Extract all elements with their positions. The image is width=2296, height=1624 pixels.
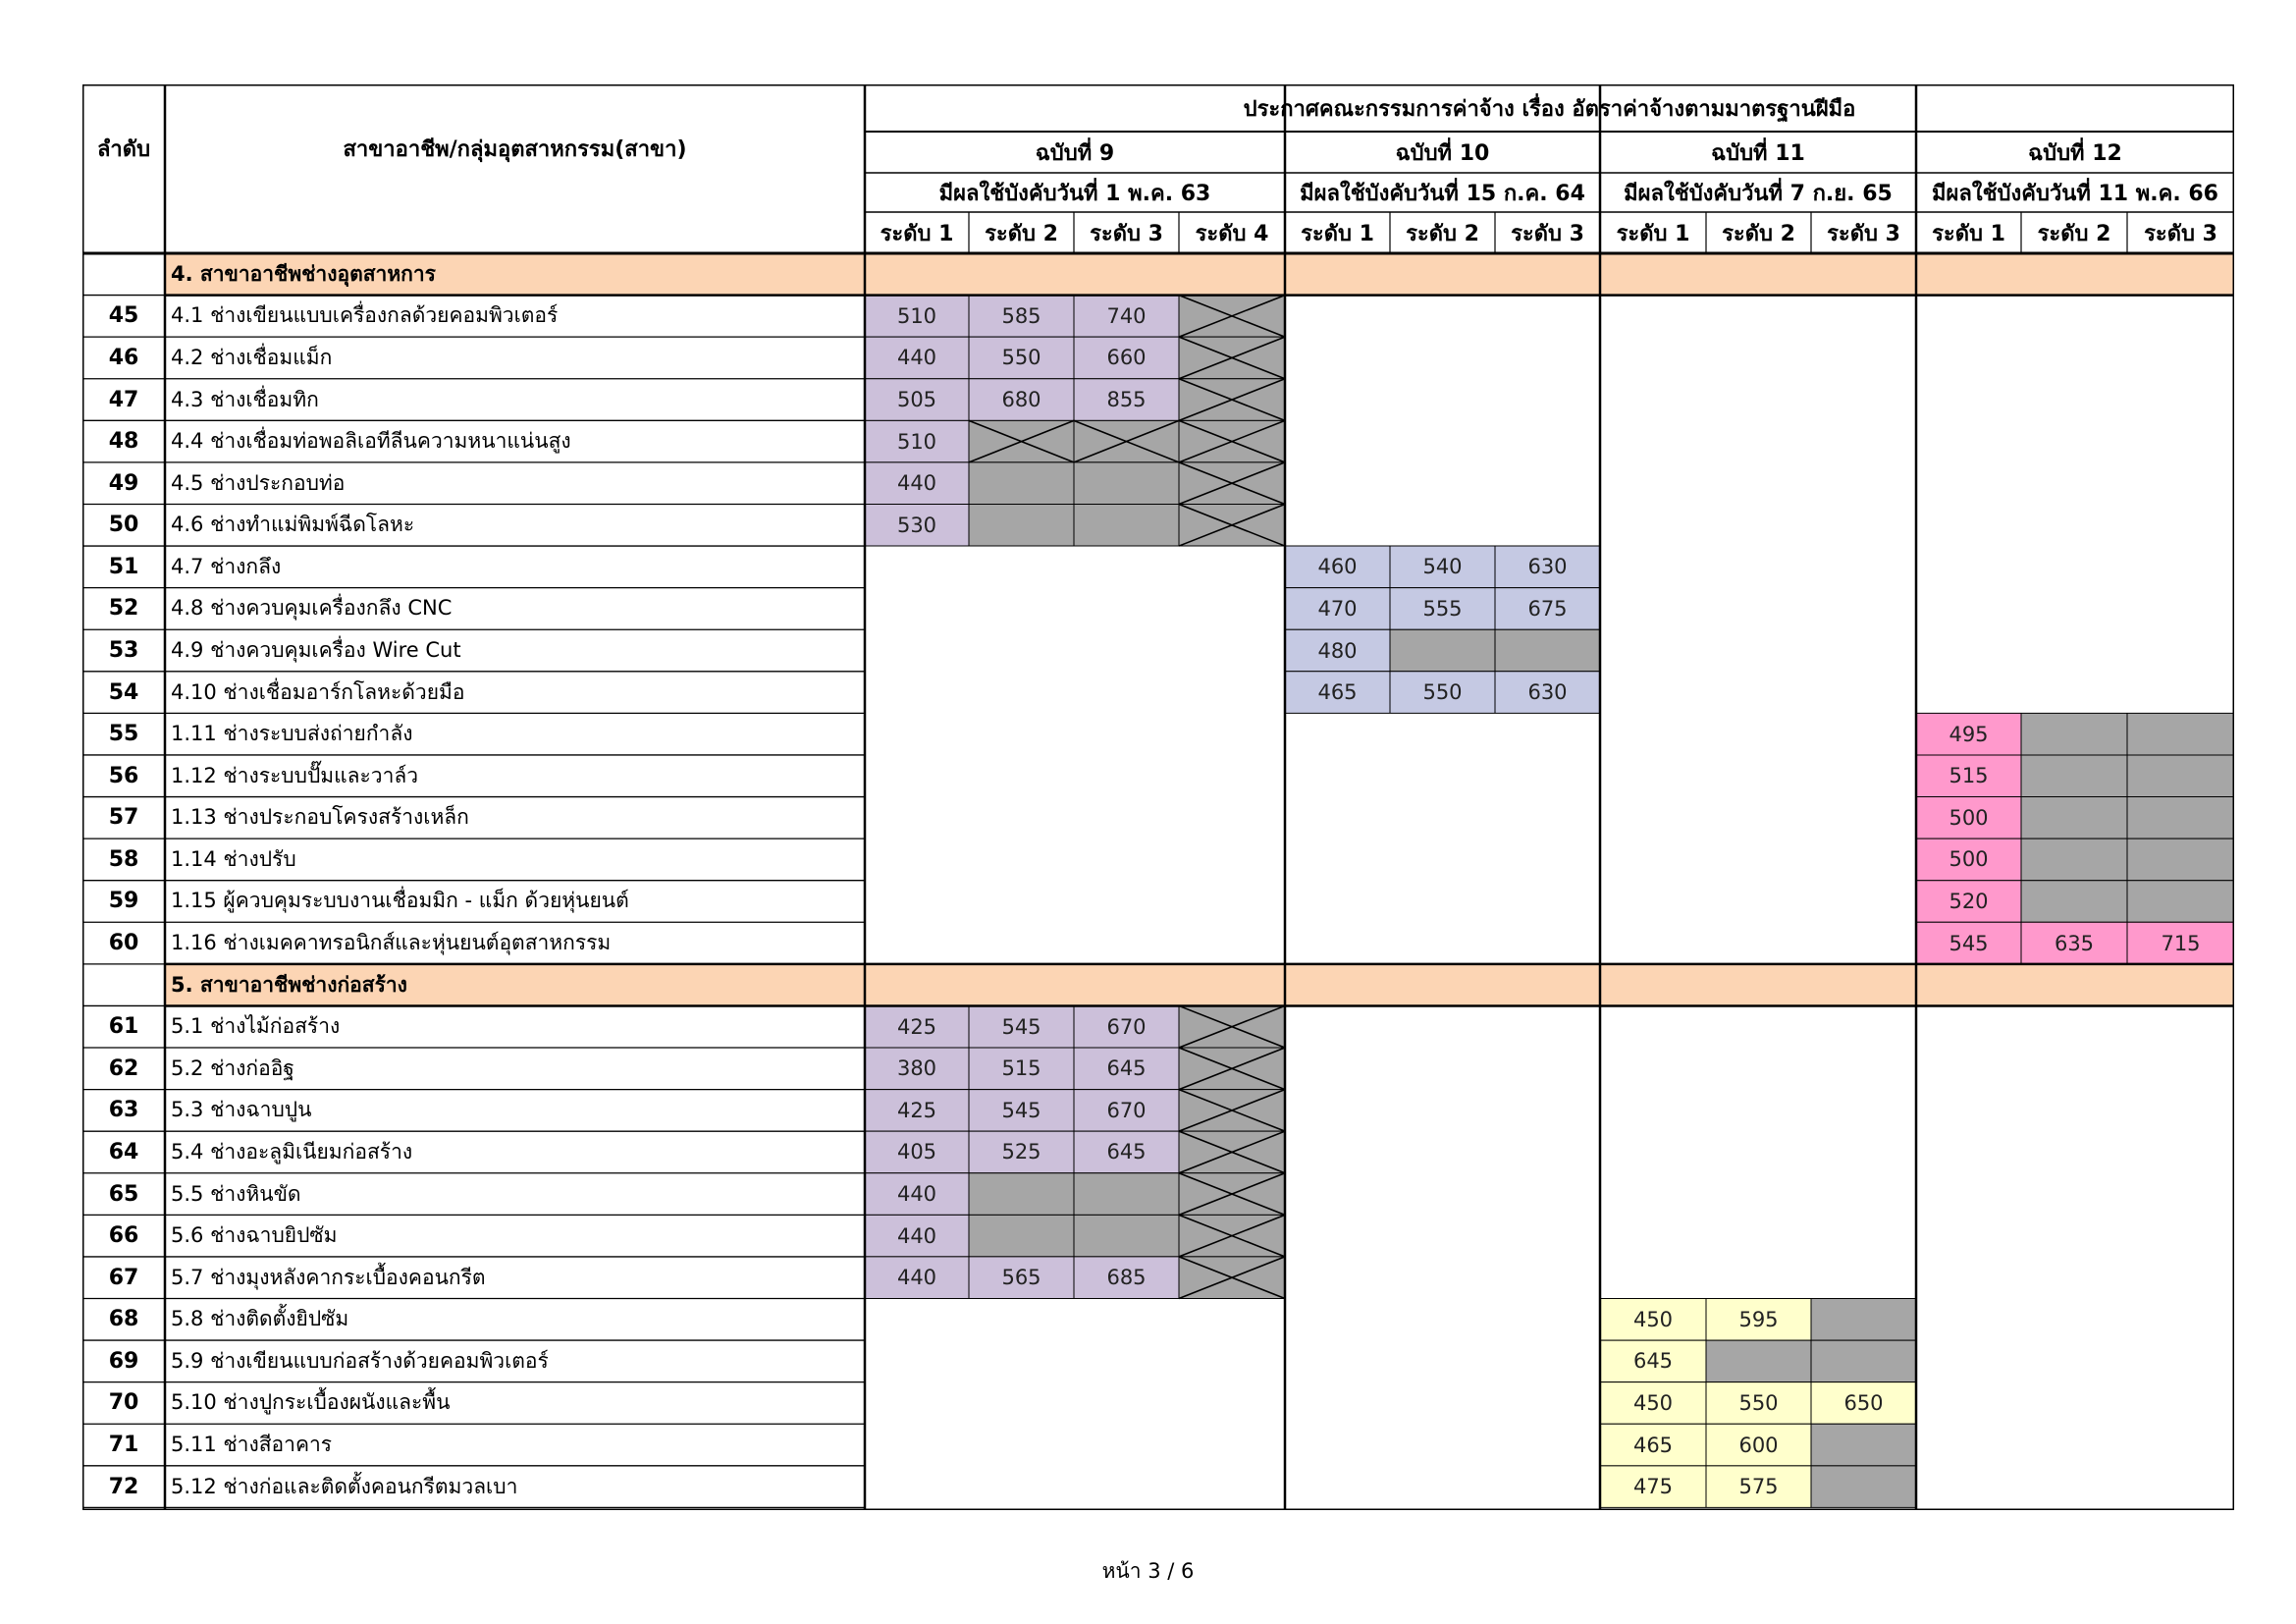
wage-rate: 450 (1632, 1307, 1674, 1331)
occupation-name: 4.2 ช่างเชื่อมแม็ก (171, 345, 333, 369)
wage-rate: 680 (1001, 388, 1041, 412)
row-number: 65 (108, 1181, 139, 1207)
occupation-name: 4.6 ช่างทำแม่พิมพ์ฉีดโลหะ (171, 513, 415, 537)
occupation-name: 5.11 ช่างสีอาคาร (171, 1433, 333, 1457)
wage-rate: 465 (1317, 680, 1358, 705)
not-applicable-cell (1074, 462, 1179, 505)
row-number: 48 (108, 429, 139, 455)
occupation-name: 5.2 ช่างก่ออิฐ (171, 1056, 294, 1080)
wage-rate: 550 (1422, 680, 1463, 705)
wage-rate: 670 (1106, 1014, 1147, 1039)
occupation-name: 5.6 ช่างฉาบยิปซัม (171, 1223, 338, 1248)
row-number: 57 (108, 805, 139, 831)
wage-rate: 510 (896, 303, 937, 328)
section-label: 4. สาขาอาชีพช่างอุตสาหการ (171, 261, 436, 286)
row-number: 61 (108, 1014, 139, 1040)
wage-rate: 425 (896, 1014, 937, 1039)
occupation-name: 5.1 ช่างไม้ก่อสร้าง (171, 1014, 341, 1039)
not-applicable-cell (2127, 797, 2234, 839)
occupation-name: 4.5 ช่างประกอบท่อ (171, 470, 346, 495)
level-header: ระดับ 2 (1406, 221, 1479, 246)
not-applicable-cell (1811, 1466, 1916, 1508)
row-number: 45 (108, 303, 139, 329)
edition-effective-date: มีผลใช้บังคับวันที่ 7 ก.ย. 65 (1624, 181, 1893, 206)
row-number: 55 (108, 722, 139, 747)
wage-rate: 550 (1738, 1390, 1779, 1415)
wage-rate: 500 (1949, 847, 1989, 872)
not-applicable-cell (2127, 755, 2234, 797)
not-applicable-cell (1811, 1299, 1916, 1341)
occupation-name: 1.15 ผู้ควบคุมระบบงานเชื่อมมิก - แม็ก ด้วยหุ่นยนต์ (171, 889, 629, 913)
wage-rate: 555 (1422, 596, 1463, 621)
wage-rate: 495 (1949, 722, 1989, 746)
row-number: 59 (108, 889, 139, 914)
wage-rate: 660 (1106, 346, 1147, 370)
occupation-name: 5.12 ช่างก่อและติดตั้งคอนกรีตมวลเบา (171, 1474, 518, 1498)
row-number: 64 (108, 1139, 139, 1164)
occupation-name: 4.4 ช่างเชื่อมท่อพอลิเอทีลีนความหนาแน่นสูง (171, 429, 571, 454)
level-header: ระดับ 3 (1090, 221, 1163, 246)
occupation-name: 5.3 ช่างฉาบปูน (171, 1098, 312, 1122)
level-header: ระดับ 1 (1932, 221, 2005, 246)
level-header: ระดับ 1 (1616, 221, 1690, 246)
not-applicable-cell (1074, 504, 1179, 546)
row-number: 52 (108, 596, 139, 622)
occupation-name: 1.13 ช่างประกอบโครงสร้างเหล็ก (171, 805, 469, 830)
not-applicable-cell (969, 462, 1074, 505)
wage-rate: 645 (1106, 1056, 1147, 1081)
wage-rate: 440 (896, 346, 937, 370)
level-header: ระดับ 2 (985, 221, 1058, 246)
section-label: 5. สาขาอาชีพช่างก่อสร้าง (171, 972, 407, 997)
not-applicable-cell (1811, 1424, 1916, 1466)
wage-rate: 450 (1632, 1390, 1674, 1415)
occupation-name: 4.1 ช่างเขียนแบบเครื่องกลด้วยคอมพิวเตอร์ (171, 303, 559, 328)
occupation-name: 1.12 ช่างระบบปั๊มและวาล์ว (171, 763, 419, 787)
wage-rate: 855 (1106, 388, 1147, 412)
not-applicable-cell (2021, 797, 2127, 839)
wage-rate: 520 (1949, 889, 1989, 913)
edition-title: ฉบับที่ 12 (2028, 140, 2122, 166)
not-applicable-cell (2021, 881, 2127, 923)
not-applicable-cell (969, 1215, 1074, 1257)
row-number: 60 (108, 931, 139, 956)
occupation-name: 4.10 ช่างเชื่อมอาร์กโลหะด้วยมือ (171, 679, 465, 704)
row-number: 66 (108, 1223, 139, 1249)
wage-rate: 380 (896, 1056, 937, 1081)
col-branch-header: สาขาอาชีพ/กลุ่มอุตสาหกรรม(สาขา) (343, 136, 687, 162)
level-header: ระดับ 4 (1195, 221, 1269, 246)
not-applicable-cell (2021, 713, 2127, 755)
wage-rate: 480 (1317, 638, 1358, 663)
wage-rate: 440 (896, 471, 937, 496)
wage-rate: 505 (896, 388, 937, 412)
level-header: ระดับ 2 (1722, 221, 1795, 246)
wage-rate: 630 (1527, 555, 1568, 579)
wage-rate: 545 (1001, 1098, 1041, 1122)
wage-rate: 530 (896, 513, 937, 537)
occupation-name: 5.4 ช่างอะลูมิเนียมก่อสร้าง (171, 1139, 413, 1164)
edition-title: ฉบับที่ 10 (1395, 140, 1490, 166)
row-number: 71 (108, 1433, 139, 1458)
edition-title: ฉบับที่ 11 (1711, 140, 1805, 166)
page-number: หน้า 3 / 6 (1101, 1559, 1195, 1583)
wage-rate: 460 (1317, 555, 1358, 579)
not-applicable-cell (2021, 839, 2127, 881)
level-header: ระดับ 1 (1301, 221, 1374, 246)
occupation-name: 5.10 ช่างปูกระเบื้องผนังและพื้น (171, 1390, 451, 1415)
row-number: 62 (108, 1056, 139, 1081)
row-number: 54 (108, 679, 139, 705)
not-applicable-cell (2127, 881, 2234, 923)
occupation-name: 4.8 ช่างควบคุมเครื่องกลึง CNC (171, 596, 453, 621)
wage-rate: 405 (896, 1140, 937, 1164)
occupation-name: 5.7 ช่างมุงหลังคากระเบื้องคอนกรีต (171, 1265, 486, 1289)
not-applicable-cell (1074, 1173, 1179, 1216)
wage-rate: 600 (1738, 1433, 1779, 1457)
row-number: 58 (108, 846, 139, 872)
wage-rate: 630 (1527, 680, 1568, 705)
wage-rate: 585 (1001, 303, 1041, 328)
wage-rate: 500 (1949, 805, 1989, 830)
row-number: 56 (108, 763, 139, 788)
wage-rate: 670 (1106, 1098, 1147, 1122)
row-number: 50 (108, 513, 139, 538)
level-header: ระดับ 3 (1511, 221, 1584, 246)
wage-rate: 510 (896, 429, 937, 454)
occupation-name: 4.7 ช่างกลึง (171, 554, 282, 578)
edition-effective-date: มีผลใช้บังคับวันที่ 15 ก.ค. 64 (1300, 181, 1585, 206)
wage-rate: 650 (1843, 1390, 1884, 1415)
row-number: 49 (108, 470, 139, 496)
wage-rate: 740 (1106, 303, 1147, 328)
occupation-name: 4.3 ช่างเชื่อมทิก (171, 387, 319, 411)
wage-rate: 635 (2054, 931, 2095, 955)
wage-table (82, 84, 2234, 1510)
occupation-name: 1.16 ช่างเมคคาทรอนิกส์และหุ่นยนต์อุตสาหกรรม (171, 931, 612, 955)
not-applicable-cell (1706, 1340, 1811, 1382)
occupation-name: 1.14 ช่างปรับ (171, 846, 296, 871)
not-applicable-cell (1811, 1340, 1916, 1382)
wage-rate: 675 (1527, 596, 1568, 621)
row-number: 70 (108, 1390, 139, 1416)
edition-title: ฉบับที่ 9 (1035, 140, 1115, 166)
row-number: 69 (108, 1348, 139, 1374)
wage-rate: 470 (1317, 596, 1358, 621)
announcement-title: ประกาศคณะกรรมการค่าจ้าง เรื่อง อัตราค่าจ้างตามมาตรฐานฝีมือ (1243, 96, 1856, 122)
level-header: ระดับ 3 (1827, 221, 1900, 246)
wage-rate: 515 (1949, 764, 1989, 788)
not-applicable-cell (2127, 713, 2234, 755)
level-header: ระดับ 3 (2144, 221, 2217, 246)
row-number: 72 (108, 1474, 139, 1499)
wage-rate: 595 (1738, 1307, 1779, 1331)
wage-rate: 685 (1106, 1266, 1147, 1290)
wage-rate: 465 (1632, 1433, 1674, 1457)
wage-rate: 545 (1949, 931, 1989, 955)
not-applicable-cell (969, 504, 1074, 546)
wage-rate: 565 (1001, 1266, 1041, 1290)
wage-rate: 515 (1001, 1056, 1041, 1081)
occupation-name: 5.9 ช่างเขียนแบบก่อสร้างด้วยคอมพิวเตอร์ (171, 1348, 549, 1373)
wage-rate: 425 (896, 1098, 937, 1122)
row-number: 68 (108, 1307, 139, 1332)
wage-rate: 550 (1001, 346, 1041, 370)
row-number: 46 (108, 345, 139, 370)
occupation-name: 1.11 ช่างระบบส่งถ่ายกำลัง (171, 722, 413, 746)
not-applicable-cell (1074, 1215, 1179, 1257)
wage-rate: 525 (1001, 1140, 1041, 1164)
not-applicable-cell (2021, 755, 2127, 797)
level-header: ระดับ 1 (880, 221, 954, 246)
edition-effective-date: มีผลใช้บังคับวันที่ 1 พ.ค. 63 (938, 181, 1211, 206)
wage-rate: 545 (1001, 1014, 1041, 1039)
wage-rate: 475 (1632, 1475, 1674, 1499)
level-header: ระดับ 2 (2037, 221, 2111, 246)
wage-rate: 540 (1422, 555, 1463, 579)
not-applicable-cell (969, 1173, 1074, 1216)
occupation-name: 5.5 ช่างหินขัด (171, 1181, 301, 1206)
wage-rate: 575 (1738, 1475, 1779, 1499)
wage-rate: 645 (1632, 1349, 1674, 1374)
row-number: 53 (108, 638, 139, 663)
edition-effective-date: มีผลใช้บังคับวันที่ 11 พ.ค. 66 (1932, 181, 2218, 206)
row-number: 51 (108, 554, 139, 579)
col-order-header: ลำดับ (96, 136, 151, 162)
occupation-name: 5.8 ช่างติดตั้งยิปซัม (171, 1307, 349, 1331)
not-applicable-cell (1390, 629, 1495, 672)
wage-rate: 645 (1106, 1140, 1147, 1164)
wage-rate: 440 (896, 1266, 937, 1290)
wage-rate: 440 (896, 1223, 937, 1248)
wage-rate: 715 (2161, 931, 2201, 955)
row-number: 47 (108, 387, 139, 412)
row-number: 63 (108, 1098, 139, 1123)
row-number: 67 (108, 1265, 139, 1290)
not-applicable-cell (1495, 629, 1600, 672)
not-applicable-cell (2127, 839, 2234, 881)
occupation-name: 4.9 ช่างควบคุมเครื่อง Wire Cut (171, 638, 461, 662)
wage-rate: 440 (896, 1182, 937, 1207)
